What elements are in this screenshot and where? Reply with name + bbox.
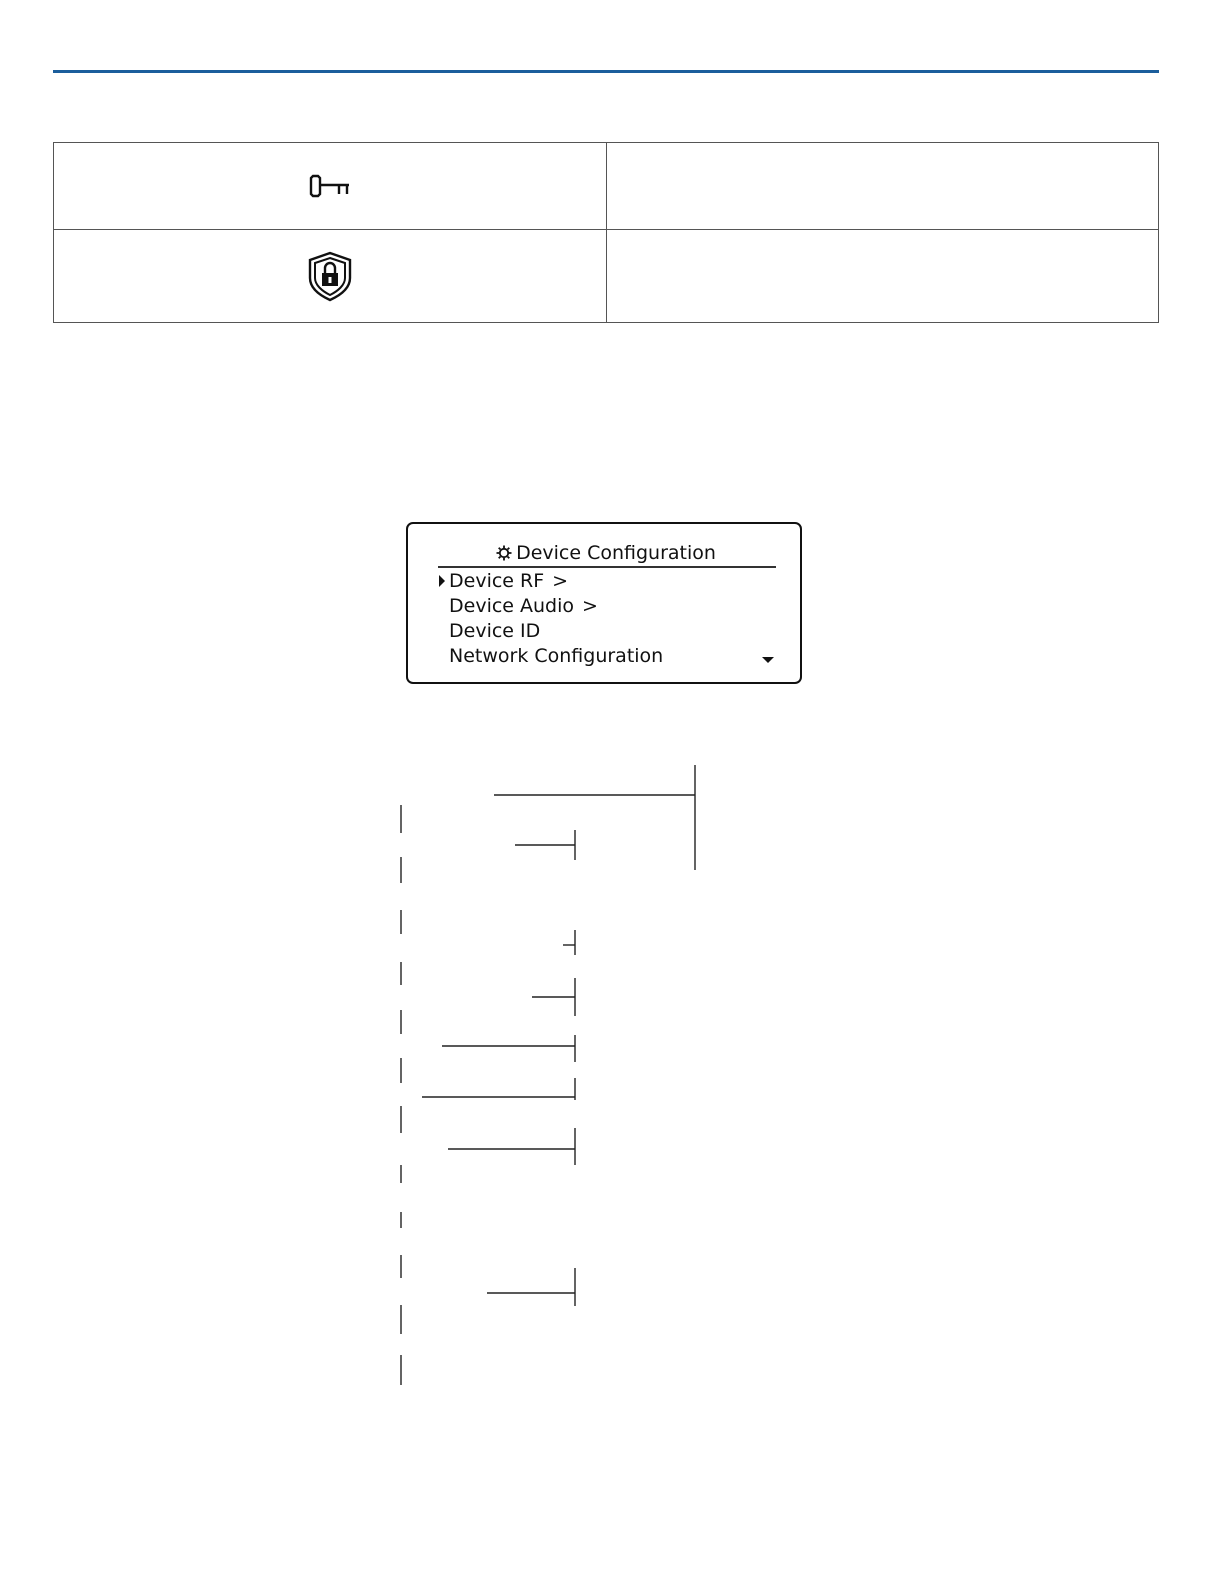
menu-item-label: Device ID	[449, 620, 541, 642]
chevron-right-icon: >	[552, 570, 569, 592]
chevron-right-icon: >	[582, 595, 598, 617]
menu-item-label: Device RF	[449, 570, 545, 592]
screen-title-text: Device Configuration	[516, 542, 716, 564]
menu-item-label: Network Configuration	[449, 645, 664, 667]
menu-item-label: Device Audio	[449, 595, 575, 617]
